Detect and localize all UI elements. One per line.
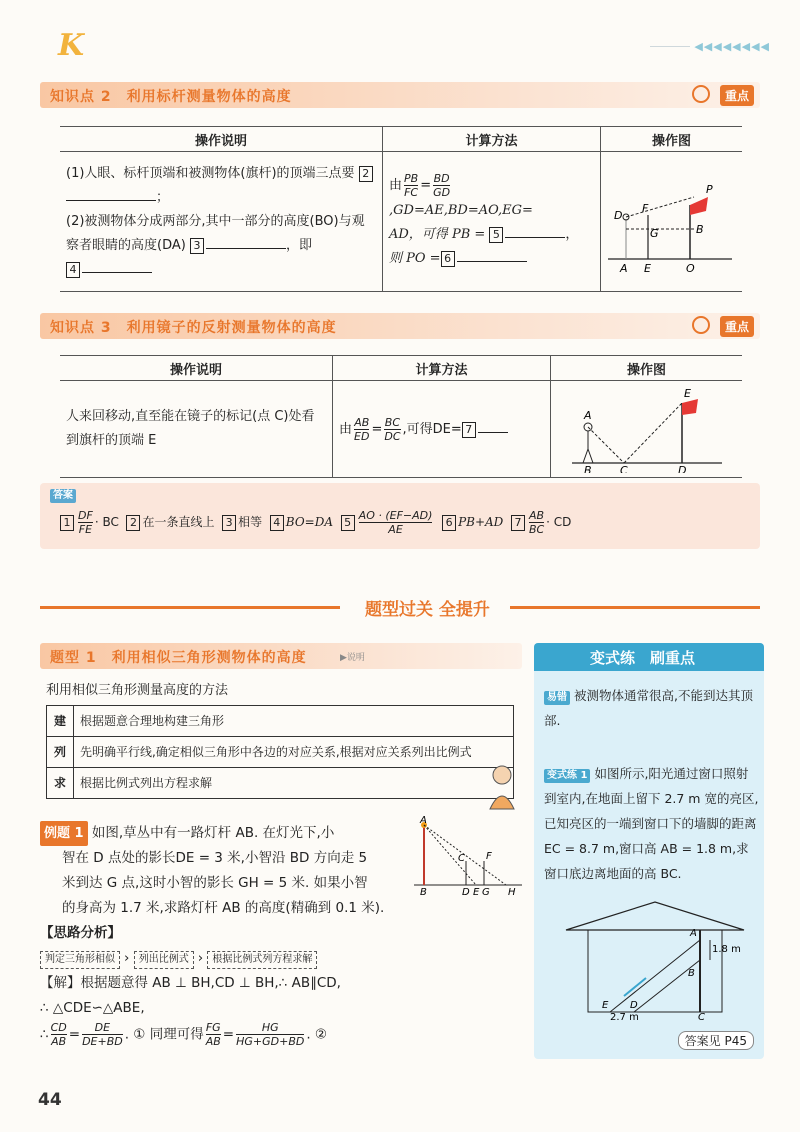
frac-num: AB: [354, 415, 370, 429]
fig-label-B: B: [695, 222, 704, 236]
kp3-banner: [40, 313, 760, 339]
fig-label-C: C: [619, 464, 628, 473]
method-key: 求: [47, 768, 74, 799]
kp2-col-calc: 计算方法: [383, 127, 601, 152]
fig-label-A: A: [690, 928, 697, 939]
frac-num: DF: [78, 509, 93, 522]
kp3-frac1: [354, 416, 369, 443]
frac-den: FC: [404, 186, 419, 199]
answer-blank-2[interactable]: [66, 200, 156, 201]
kp2-frac1: [404, 172, 418, 199]
section-line-right: [510, 606, 760, 609]
solution-line: ∴ △CDE∽△ABE,: [40, 1000, 145, 1016]
fig-label-D: D: [613, 208, 622, 222]
answer-blank-7[interactable]: [478, 432, 508, 433]
kp3-figure: [572, 385, 722, 473]
kp3-fig-cell: [551, 381, 743, 478]
frac-den: HG+GD+BD: [236, 1035, 305, 1048]
fig-label-F: F: [486, 851, 492, 862]
kp3-col-fig: 操作图: [551, 356, 743, 381]
type1-column: [40, 643, 522, 1073]
blank-num-2: 2: [359, 166, 373, 182]
fig-label-H: H: [508, 887, 516, 895]
frac-den: BC: [528, 523, 545, 536]
practice-tag: 变式练 1: [544, 769, 590, 783]
practice-header: [534, 643, 764, 671]
section-title: 题型过关 全提升: [365, 600, 490, 620]
fig-label-D: D: [462, 887, 470, 895]
practice-problem: [544, 761, 760, 886]
flow-step: 判定三角形相似: [40, 951, 120, 969]
frac-num: AO · (EF−AD): [358, 509, 433, 522]
ans7-frac: [529, 509, 544, 536]
frac-den: AB: [205, 1035, 221, 1048]
fig-label-C: C: [698, 1012, 705, 1020]
practice-problem-text: 如图所示,阳光通过窗口照射到室内,在地面上留下 2.7 m 宽的亮区,已知亮区的一端到窗口下的墙脚的距离 EC = 8.7 m,窗口高 AB = 1.8 m,求窗口底边离地面的高 BC.: [544, 766, 759, 881]
frac-num: DE: [82, 1021, 123, 1035]
blank-num-3: 3: [190, 238, 204, 254]
header-deco: ◀◀◀◀◀◀◀◀: [694, 40, 770, 53]
solution-mid: . ① 同理可得: [124, 1026, 204, 1043]
ans7-tail: · CD: [546, 515, 572, 529]
kp2-banner: [40, 82, 760, 108]
fig-label-A: A: [619, 261, 628, 275]
kp2-frac2: [433, 172, 450, 199]
kp3-key-badge: 重点: [720, 316, 754, 337]
method-value: 先明确平行线,确定相似三角形中各边的对应关系,根据对应关系列出比例式: [74, 737, 514, 768]
answer-blank-4[interactable]: [82, 272, 152, 273]
kp2-calc-line3: 则 PO =: [389, 251, 441, 266]
kp3-col-calc: 计算方法: [333, 356, 551, 381]
ans5-frac: [359, 509, 433, 536]
fig-label-A: A: [583, 409, 592, 422]
kp2-op-line2-end: ，即: [285, 237, 312, 253]
frac-num: HG: [236, 1021, 304, 1035]
section-line-left: [40, 606, 340, 609]
frac-num: BC: [384, 415, 401, 429]
flow-step: 根据比例式列方程求解: [207, 951, 317, 969]
frac-den: AE: [388, 523, 403, 536]
kp2-op-line2: (2)被测物体分成两部分,其中一部分的高度(BO)与观察者眼睛的高度(DA): [66, 213, 365, 253]
ans-num-7: 7: [511, 515, 525, 531]
fig-label-D: D: [677, 464, 686, 473]
fig-label-E: E: [683, 387, 691, 400]
fig-label-G: G: [649, 226, 659, 240]
fig-label-E: E: [643, 261, 651, 275]
kp3-op-cell: [60, 381, 333, 478]
kp3-table: [60, 355, 742, 478]
sol-frac: [206, 1021, 221, 1048]
kp2-op-line1-end: ；: [156, 189, 170, 205]
fig-label-1-8m: 1.8 m: [712, 944, 741, 955]
kp3-calc-after: ,可得DE=: [402, 421, 462, 437]
ans2: 在一条直线上: [142, 515, 215, 529]
blank-num-5: 5: [489, 227, 503, 243]
fig-label-E: E: [473, 887, 480, 895]
solution-line: 【解】根据题意得 AB ⊥ BH,CD ⊥ BH,∴ AB∥CD,: [40, 975, 341, 991]
ans-num-5: 5: [341, 515, 355, 531]
kp3-frac2: [384, 416, 400, 443]
kp2-calc-line2: AD，可得 PB =: [389, 227, 486, 242]
fig-label-G: G: [482, 887, 490, 895]
answer-blank-5[interactable]: [505, 237, 565, 238]
frac-num: BD: [433, 172, 450, 185]
kp2-calc-prefix: 由: [389, 178, 403, 193]
ans-num-1: 1: [60, 515, 74, 531]
frac-den: DC: [384, 429, 401, 443]
fig-label-B: B: [583, 464, 592, 473]
kp2-col-fig: 操作图: [601, 127, 743, 152]
brand-logo: K: [58, 28, 85, 63]
fig-label-B: B: [688, 968, 695, 979]
fig-label-P: P: [705, 182, 713, 196]
frac-num: FG: [205, 1021, 221, 1034]
kp3-title: 知识点 3 利用镜子的反射测量物体的高度: [50, 320, 337, 336]
kp2-calc-cell: 由 $\frac{PB}{FC}$ = $\frac{BD}{GD}$ ,GD=AE,BD=AO,EG= AD，可得 PB = 5 ， 则 PO = 6: [383, 152, 601, 292]
frac-den: DE+BD: [82, 1035, 123, 1048]
kp3-calc-prefix: 由: [339, 421, 353, 437]
blank-num-6: 6: [441, 251, 455, 267]
ans1-frac: [78, 509, 93, 536]
sol-frac: [51, 1021, 67, 1048]
example-text: 的身高为 1.7 米,求路灯杆 AB 的高度(精确到 0.1 米).: [62, 900, 385, 916]
kp3-calc-cell: 由 $\frac{AB}{ED}$ = $\frac{BC}{DC}$ ,可得DE= 7: [333, 381, 551, 478]
answer-reference[interactable]: 答案见 P45: [678, 1031, 754, 1050]
example-text: 米到达 G 点,这时小智的影长 GH = 5 米. 如果小智: [62, 875, 368, 891]
fig-label-B: B: [420, 887, 427, 895]
practice-note-text: 被测物体通常很高,不能到达其顶部.: [544, 688, 753, 728]
target-icon: [692, 85, 710, 103]
kp2-op-line1: (1)人眼、标杆顶端和被测物体(旗杆)的顶端三点要: [66, 165, 355, 181]
practice-note: [544, 683, 760, 733]
practice-tag: 易错: [544, 691, 570, 705]
answers-label: 答案: [50, 489, 76, 503]
fig-label-2-7m: 2.7 m: [610, 1012, 639, 1020]
sol-frac: [82, 1021, 123, 1048]
example-text: 如图,草丛中有一路灯杆 AB. 在灯光下,小: [91, 825, 335, 841]
frac-num: AB: [529, 509, 545, 522]
ans1-tail: · BC: [94, 515, 119, 529]
method-title: 利用相似三角形测量高度的方法: [46, 683, 229, 698]
method-key: 列: [47, 737, 74, 768]
blank-num-7: 7: [462, 422, 476, 438]
example-figure: [414, 815, 524, 895]
method-table: [46, 705, 514, 799]
thinking-person-icon: [482, 761, 522, 811]
fig-label-D: D: [630, 1000, 638, 1011]
fig-label-A: A: [420, 815, 427, 826]
answers-panel: [40, 483, 760, 549]
target-icon: [692, 316, 710, 334]
frac-den: GD: [433, 186, 451, 199]
blank-num-4: 4: [66, 262, 80, 278]
frac-den: FE: [78, 523, 93, 536]
type1-tag: ▶说明: [340, 653, 365, 663]
frac-num: CD: [50, 1021, 67, 1034]
frac-den: AB: [51, 1035, 67, 1048]
section-header: [40, 593, 760, 619]
method-key: 建: [47, 706, 74, 737]
method-value: 根据题意合理地构建三角形: [74, 706, 514, 737]
ans4: BO=DA: [285, 515, 334, 529]
practice-figure: [562, 900, 748, 1020]
ans3: 相等: [238, 515, 263, 529]
kp2-fig-cell: [601, 152, 743, 292]
flow-step: 列出比例式: [134, 951, 194, 969]
fig-label-C: C: [458, 853, 465, 864]
ans-num-2: 2: [126, 515, 140, 531]
kp3-col-op: 操作说明: [60, 356, 333, 381]
frac-den: ED: [354, 429, 370, 443]
answer-blank-3[interactable]: [206, 248, 286, 249]
ans-num-3: 3: [222, 515, 236, 531]
fig-label-O: O: [685, 261, 695, 275]
header-divider: [650, 46, 690, 47]
kp2-key-badge: 重点: [720, 85, 754, 106]
solution-end: . ②: [306, 1026, 328, 1043]
ans-num-6: 6: [442, 515, 456, 531]
answer-blank-6[interactable]: [457, 261, 527, 262]
page-number: 44: [38, 1090, 62, 1110]
method-value: 根据比例式列出方程求解: [74, 768, 514, 799]
example-text: 智在 D 点处的影长DE = 3 米,小智沿 BD 方向走 5: [62, 850, 368, 866]
fig-label-F: F: [641, 201, 648, 215]
kp2-col-op: 操作说明: [60, 127, 383, 152]
kp2-table: [60, 126, 742, 292]
kp2-title: 知识点 2 利用标杆测量物体的高度: [50, 89, 292, 105]
answers-row: [60, 509, 571, 536]
kp2-op-cell: [60, 152, 383, 292]
example-badge: 例题 1: [40, 821, 88, 846]
kp2-figure: [608, 167, 736, 277]
type1-title: 题型 1 利用相似三角形测物体的高度: [50, 650, 307, 666]
practice-panel: [534, 643, 764, 1059]
type1-banner: [40, 643, 522, 669]
fig-label-E: E: [602, 1000, 609, 1011]
frac-num: PB: [404, 172, 419, 185]
ans6: PB+AD: [458, 515, 504, 529]
example-block: 例题 1 如图,草丛中有一路灯杆 AB. 在灯光下,小 智在 D 点处的影长DE = 3 米,小智沿 BD 方向走 5 米到达 G 点,这时小智的影长 GH = 5 米. 如果小智 的身高为 1.7 米,求路灯杆 AB 的高度(精确到 0.1 米). 【思路分析】 判定三角形相似 › 列出比例式 › 根据比例式列方程求解 【解】根据题意得 AB ⊥ BH,CD ⊥ BH,∴ AB∥CD, ∴ △CDE∽△ABE, ∴ $\frac{CD}{AB}$ = $\frac{DE}{DE+BD}$ . ① 同理可得 $\frac{FG}{AB}$ = $\frac{HG}{HG+GD+BD}$ . ②: [40, 821, 500, 1048]
ans-num-4: 4: [270, 515, 284, 531]
solution-therefore: ∴: [40, 1026, 49, 1043]
analysis-title: 【思路分析】: [40, 925, 121, 941]
kp2-calc-after: ,GD=AE,BD=AO,EG=: [389, 203, 533, 218]
sol-frac: [236, 1021, 304, 1048]
practice-title: 变式练 刷重点: [590, 649, 696, 667]
kp3-op-text: 人来回移动,直至能在镜子的标记(点 C)处看到旗杆的顶端 E: [66, 409, 315, 448]
